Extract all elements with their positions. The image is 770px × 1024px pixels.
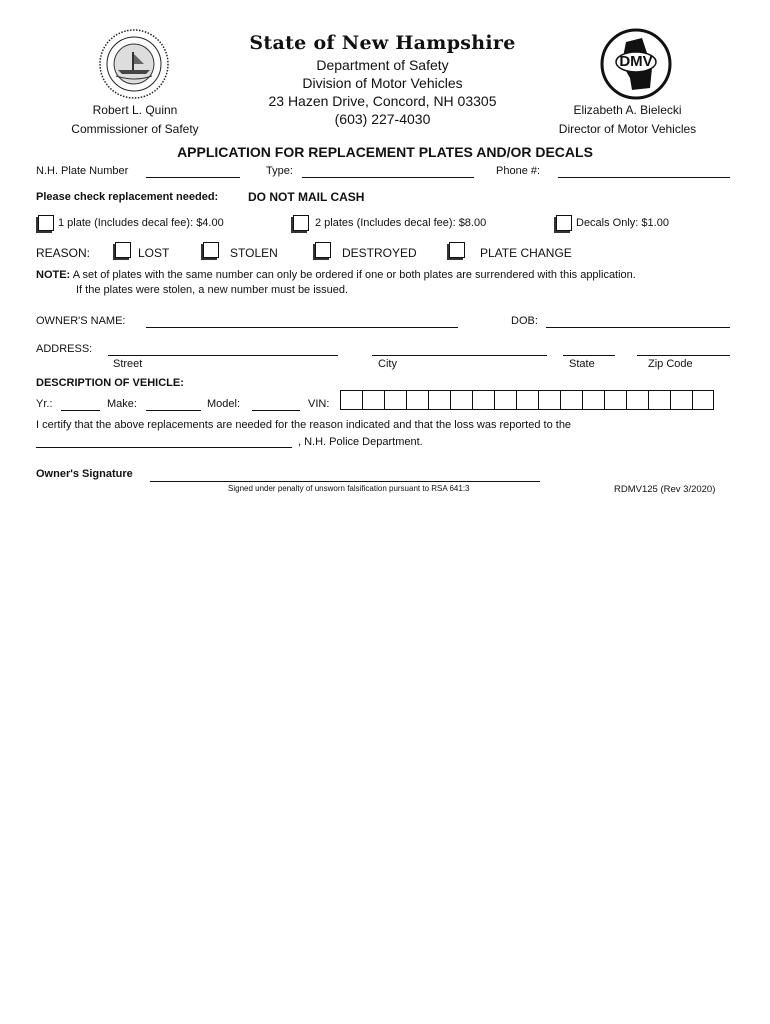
vin-box[interactable] — [560, 390, 582, 410]
two-plates-checkbox[interactable] — [293, 215, 309, 231]
note-line-2: If the plates were stolen, a new number must be issued. — [76, 284, 349, 296]
reason-plate-change-checkbox[interactable] — [449, 242, 465, 258]
street-caption: Street — [113, 358, 143, 370]
year-field[interactable] — [61, 410, 100, 411]
dmv-logo — [600, 28, 672, 100]
vin-box[interactable] — [670, 390, 692, 410]
decals-only-label: Decals Only: $1.00 — [576, 217, 669, 229]
make-label: Make: — [107, 398, 137, 410]
plate-number-field[interactable] — [146, 177, 240, 178]
vin-box[interactable] — [472, 390, 494, 410]
vin-grid[interactable] — [340, 390, 714, 410]
vin-box[interactable] — [582, 390, 604, 410]
reason-label: REASON: — [36, 246, 91, 260]
vin-label: VIN: — [308, 398, 330, 410]
phone-field[interactable] — [558, 177, 730, 178]
vin-box[interactable] — [450, 390, 472, 410]
plate-number-label: N.H. Plate Number — [36, 165, 129, 177]
vin-box[interactable] — [516, 390, 538, 410]
model-field[interactable] — [252, 410, 300, 411]
phone-label: Phone #: — [496, 165, 541, 177]
city-field[interactable] — [372, 355, 547, 356]
model-label: Model: — [207, 398, 241, 410]
note-label: NOTE: — [36, 269, 71, 281]
year-label: Yr.: — [36, 398, 53, 410]
dob-field[interactable] — [546, 327, 730, 328]
one-plate-label: 1 plate (Includes decal fee): $4.00 — [58, 217, 224, 229]
director-name: Elizabeth A. Bielecki — [573, 103, 682, 117]
reason-destroyed-label: DESTROYED — [342, 246, 417, 260]
signature-field[interactable] — [150, 481, 540, 482]
division-name: Division of Motor Vehicles — [302, 75, 463, 91]
type-label: Type: — [266, 165, 293, 177]
reason-stolen-label: STOLEN — [230, 246, 278, 260]
reason-destroyed-checkbox[interactable] — [315, 242, 331, 258]
certify-statement: I certify that the above replacements are needed for the reason indicated and that the loss was reported to the — [36, 419, 572, 431]
form-title: APPLICATION FOR REPLACEMENT PLATES AND/OR DECALS — [177, 144, 593, 160]
two-plates-label: 2 plates (Includes decal fee): $8.00 — [315, 217, 487, 229]
decals-only-checkbox[interactable] — [556, 215, 572, 231]
one-plate-checkbox[interactable] — [38, 215, 54, 231]
make-field[interactable] — [146, 410, 201, 411]
reason-plate-change-label: PLATE CHANGE — [480, 246, 572, 260]
dmv-phone: (603) 227-4030 — [334, 111, 431, 127]
commissioner-name: Robert L. Quinn — [92, 103, 178, 117]
police-department-field[interactable] — [36, 447, 292, 448]
signature-label: Owner's Signature — [36, 468, 133, 480]
zip-field[interactable] — [637, 355, 730, 356]
commissioner-title: Commissioner of Safety — [71, 122, 199, 136]
zip-caption: Zip Code — [648, 358, 693, 370]
state-field[interactable] — [563, 355, 615, 356]
dmv-address: 23 Hazen Drive, Concord, NH 03305 — [268, 93, 497, 109]
city-caption: City — [378, 358, 397, 370]
note — [36, 269, 736, 281]
vin-box[interactable] — [692, 390, 714, 410]
cash-warning: DO NOT MAIL CASH — [248, 190, 365, 204]
form-id: RDMV125 (Rev 3/2020) — [614, 484, 716, 495]
vin-box[interactable] — [428, 390, 450, 410]
note-line-1: A set of plates with the same number can only be ordered if one or both plates are surrendered with this application. — [72, 269, 636, 281]
address-label: ADDRESS: — [36, 343, 93, 355]
vehicle-heading: DESCRIPTION OF VEHICLE: — [36, 377, 184, 389]
dob-label: DOB: — [511, 315, 538, 327]
vin-box[interactable] — [626, 390, 648, 410]
signature-penalty-note: Signed under penalty of unsworn falsification pursuant to RSA 641:3 — [228, 484, 470, 493]
vin-box[interactable] — [538, 390, 560, 410]
reason-lost-checkbox[interactable] — [115, 242, 131, 258]
nh-state-seal — [98, 28, 170, 100]
dmv-logo-text: DMV — [619, 53, 653, 70]
owner-name-field[interactable] — [146, 327, 458, 328]
vin-box[interactable] — [362, 390, 384, 410]
vin-box[interactable] — [384, 390, 406, 410]
vin-box[interactable] — [406, 390, 428, 410]
reason-stolen-checkbox[interactable] — [203, 242, 219, 258]
street-field[interactable] — [108, 355, 338, 356]
vin-box[interactable] — [604, 390, 626, 410]
department-name: Department of Safety — [316, 57, 449, 73]
police-department-suffix: , N.H. Police Department. — [298, 436, 423, 448]
vin-box[interactable] — [340, 390, 362, 410]
type-field[interactable] — [302, 177, 474, 178]
vin-box[interactable] — [494, 390, 516, 410]
reason-lost-label: LOST — [138, 246, 170, 260]
vin-box[interactable] — [648, 390, 670, 410]
state-title: State of New Hampshire — [249, 32, 516, 54]
director-title: Director of Motor Vehicles — [558, 122, 697, 136]
owner-name-label: OWNER'S NAME: — [36, 315, 126, 327]
replacement-prompt: Please check replacement needed: — [36, 191, 219, 203]
state-caption: State — [569, 358, 595, 370]
